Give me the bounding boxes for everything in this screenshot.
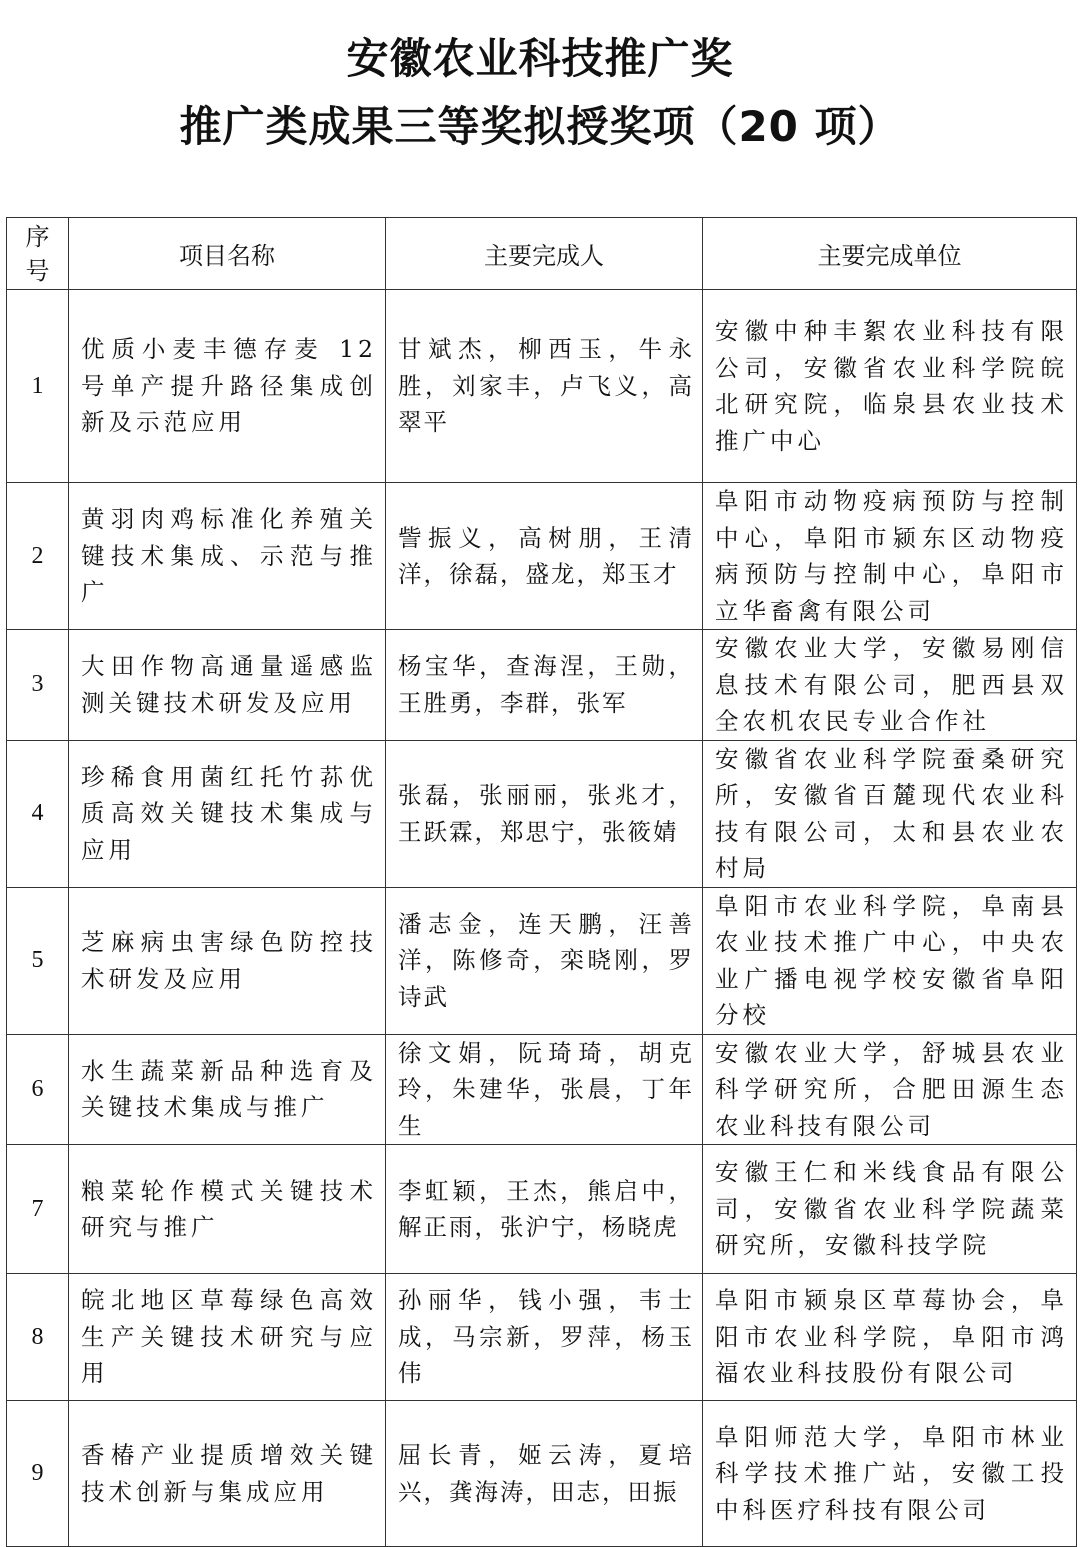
header-main-people: 主要完成人 <box>386 218 703 290</box>
row-main-units: 安徽省农业科学院蚕桑研究所，安徽省百麓现代农业科技有限公司，太和县农业农村局 <box>703 740 1077 887</box>
header-seq <box>7 218 69 290</box>
row-main-people: 孙丽华，钱小强，韦士成，马宗新，罗萍，杨玉伟 <box>386 1274 703 1401</box>
row-main-units: 阜阳市动物疫病预防与控制中心，阜阳市颍东区动物疫病预防与控制中心，阜阳市立华畜禽有限公司 <box>703 483 1077 630</box>
table-row <box>7 1274 1077 1401</box>
row-main-units: 阜阳市农业科学院，阜南县农业技术推广中心，中央农业广播电视学校安徽省阜阳分校 <box>703 887 1077 1034</box>
header-project-name: 项目名称 <box>69 218 386 290</box>
document-title-line1: 安徽农业科技推广奖 <box>346 34 734 83</box>
row-main-people: 訾振义，高树朋，王清洋，徐磊，盛龙，郑玉才 <box>386 483 703 630</box>
awards-table <box>6 217 1077 1547</box>
table-row <box>7 1401 1077 1547</box>
row-project-name: 水生蔬菜新品种选育及关键技术集成与推广 <box>69 1034 386 1145</box>
row-seq: 5 <box>7 887 69 1034</box>
row-main-units: 安徽农业大学，安徽易刚信息技术有限公司，肥西县双全农机农民专业合作社 <box>703 630 1077 741</box>
table-row <box>7 483 1077 630</box>
row-project-name: 黄羽肉鸡标准化养殖关键技术集成、示范与推广 <box>69 483 386 630</box>
row-main-units: 安徽王仁和米线食品有限公司，安徽省农业科学院蔬菜研究所，安徽科技学院 <box>703 1145 1077 1274</box>
row-main-units: 安徽中种丰絮农业科技有限公司，安徽省农业科学院皖北研究院，临泉县农业技术推广中心 <box>703 290 1077 483</box>
table-row <box>7 290 1077 483</box>
table-row <box>7 740 1077 887</box>
row-project-name: 粮菜轮作模式关键技术研究与推广 <box>69 1145 386 1274</box>
table-row <box>7 630 1077 741</box>
header-seq-line2: 号 <box>25 256 50 285</box>
row-seq: 9 <box>7 1401 69 1547</box>
row-seq: 4 <box>7 740 69 887</box>
row-seq: 8 <box>7 1274 69 1401</box>
row-main-units: 阜阳市颍泉区草莓协会，阜阳市农业科学院，阜阳市鸿福农业科技股份有限公司 <box>703 1274 1077 1401</box>
row-seq: 6 <box>7 1034 69 1145</box>
row-main-units: 阜阳师范大学，阜阳市林业科学技术推广站，安徽工投中科医疗科技有限公司 <box>703 1401 1077 1547</box>
table-row <box>7 1034 1077 1145</box>
table-row <box>7 887 1077 1034</box>
row-seq: 1 <box>7 290 69 483</box>
row-seq: 3 <box>7 630 69 741</box>
row-main-people: 李虹颖，王杰，熊启中，解正雨，张沪宁，杨晓虎 <box>386 1145 703 1274</box>
row-seq: 7 <box>7 1145 69 1274</box>
row-main-people: 杨宝华，查海涅，王勋，王胜勇，李群，张军 <box>386 630 703 741</box>
row-project-name: 优质小麦丰德存麦 12 号单产提升路径集成创新及示范应用 <box>69 290 386 483</box>
row-seq: 2 <box>7 483 69 630</box>
row-main-units: 安徽农业大学，舒城县农业科学研究所，合肥田源生态农业科技有限公司 <box>703 1034 1077 1145</box>
table-header-row <box>7 218 1077 290</box>
row-project-name: 珍稀食用菌红托竹荪优质高效关键技术集成与应用 <box>69 740 386 887</box>
row-project-name: 香椿产业提质增效关键技术创新与集成应用 <box>69 1401 386 1547</box>
row-main-people: 屈长青，姬云涛，夏培兴，龚海涛，田志，田振 <box>386 1401 703 1547</box>
row-project-name: 皖北地区草莓绿色高效生产关键技术研究与应用 <box>69 1274 386 1401</box>
row-project-name: 芝麻病虫害绿色防控技术研发及应用 <box>69 887 386 1034</box>
row-project-name: 大田作物高通量遥感监测关键技术研发及应用 <box>69 630 386 741</box>
row-main-people: 甘斌杰，柳西玉，牛永胜，刘家丰，卢飞义，高翠平 <box>386 290 703 483</box>
header-main-units: 主要完成单位 <box>703 218 1077 290</box>
table-row <box>7 1145 1077 1274</box>
document-title-line2: 推广类成果三等奖拟授奖项（20 项） <box>179 102 901 151</box>
row-main-people: 张磊，张丽丽，张兆才，王跃霖，郑思宁，张筱婧 <box>386 740 703 887</box>
row-main-people: 徐文娟，阮琦琦，胡克玲，朱建华，张晨，丁年生 <box>386 1034 703 1145</box>
header-seq-line1: 序 <box>25 222 50 251</box>
row-main-people: 潘志金，连天鹏，汪善洋，陈修奇，栾晓刚，罗诗武 <box>386 887 703 1034</box>
